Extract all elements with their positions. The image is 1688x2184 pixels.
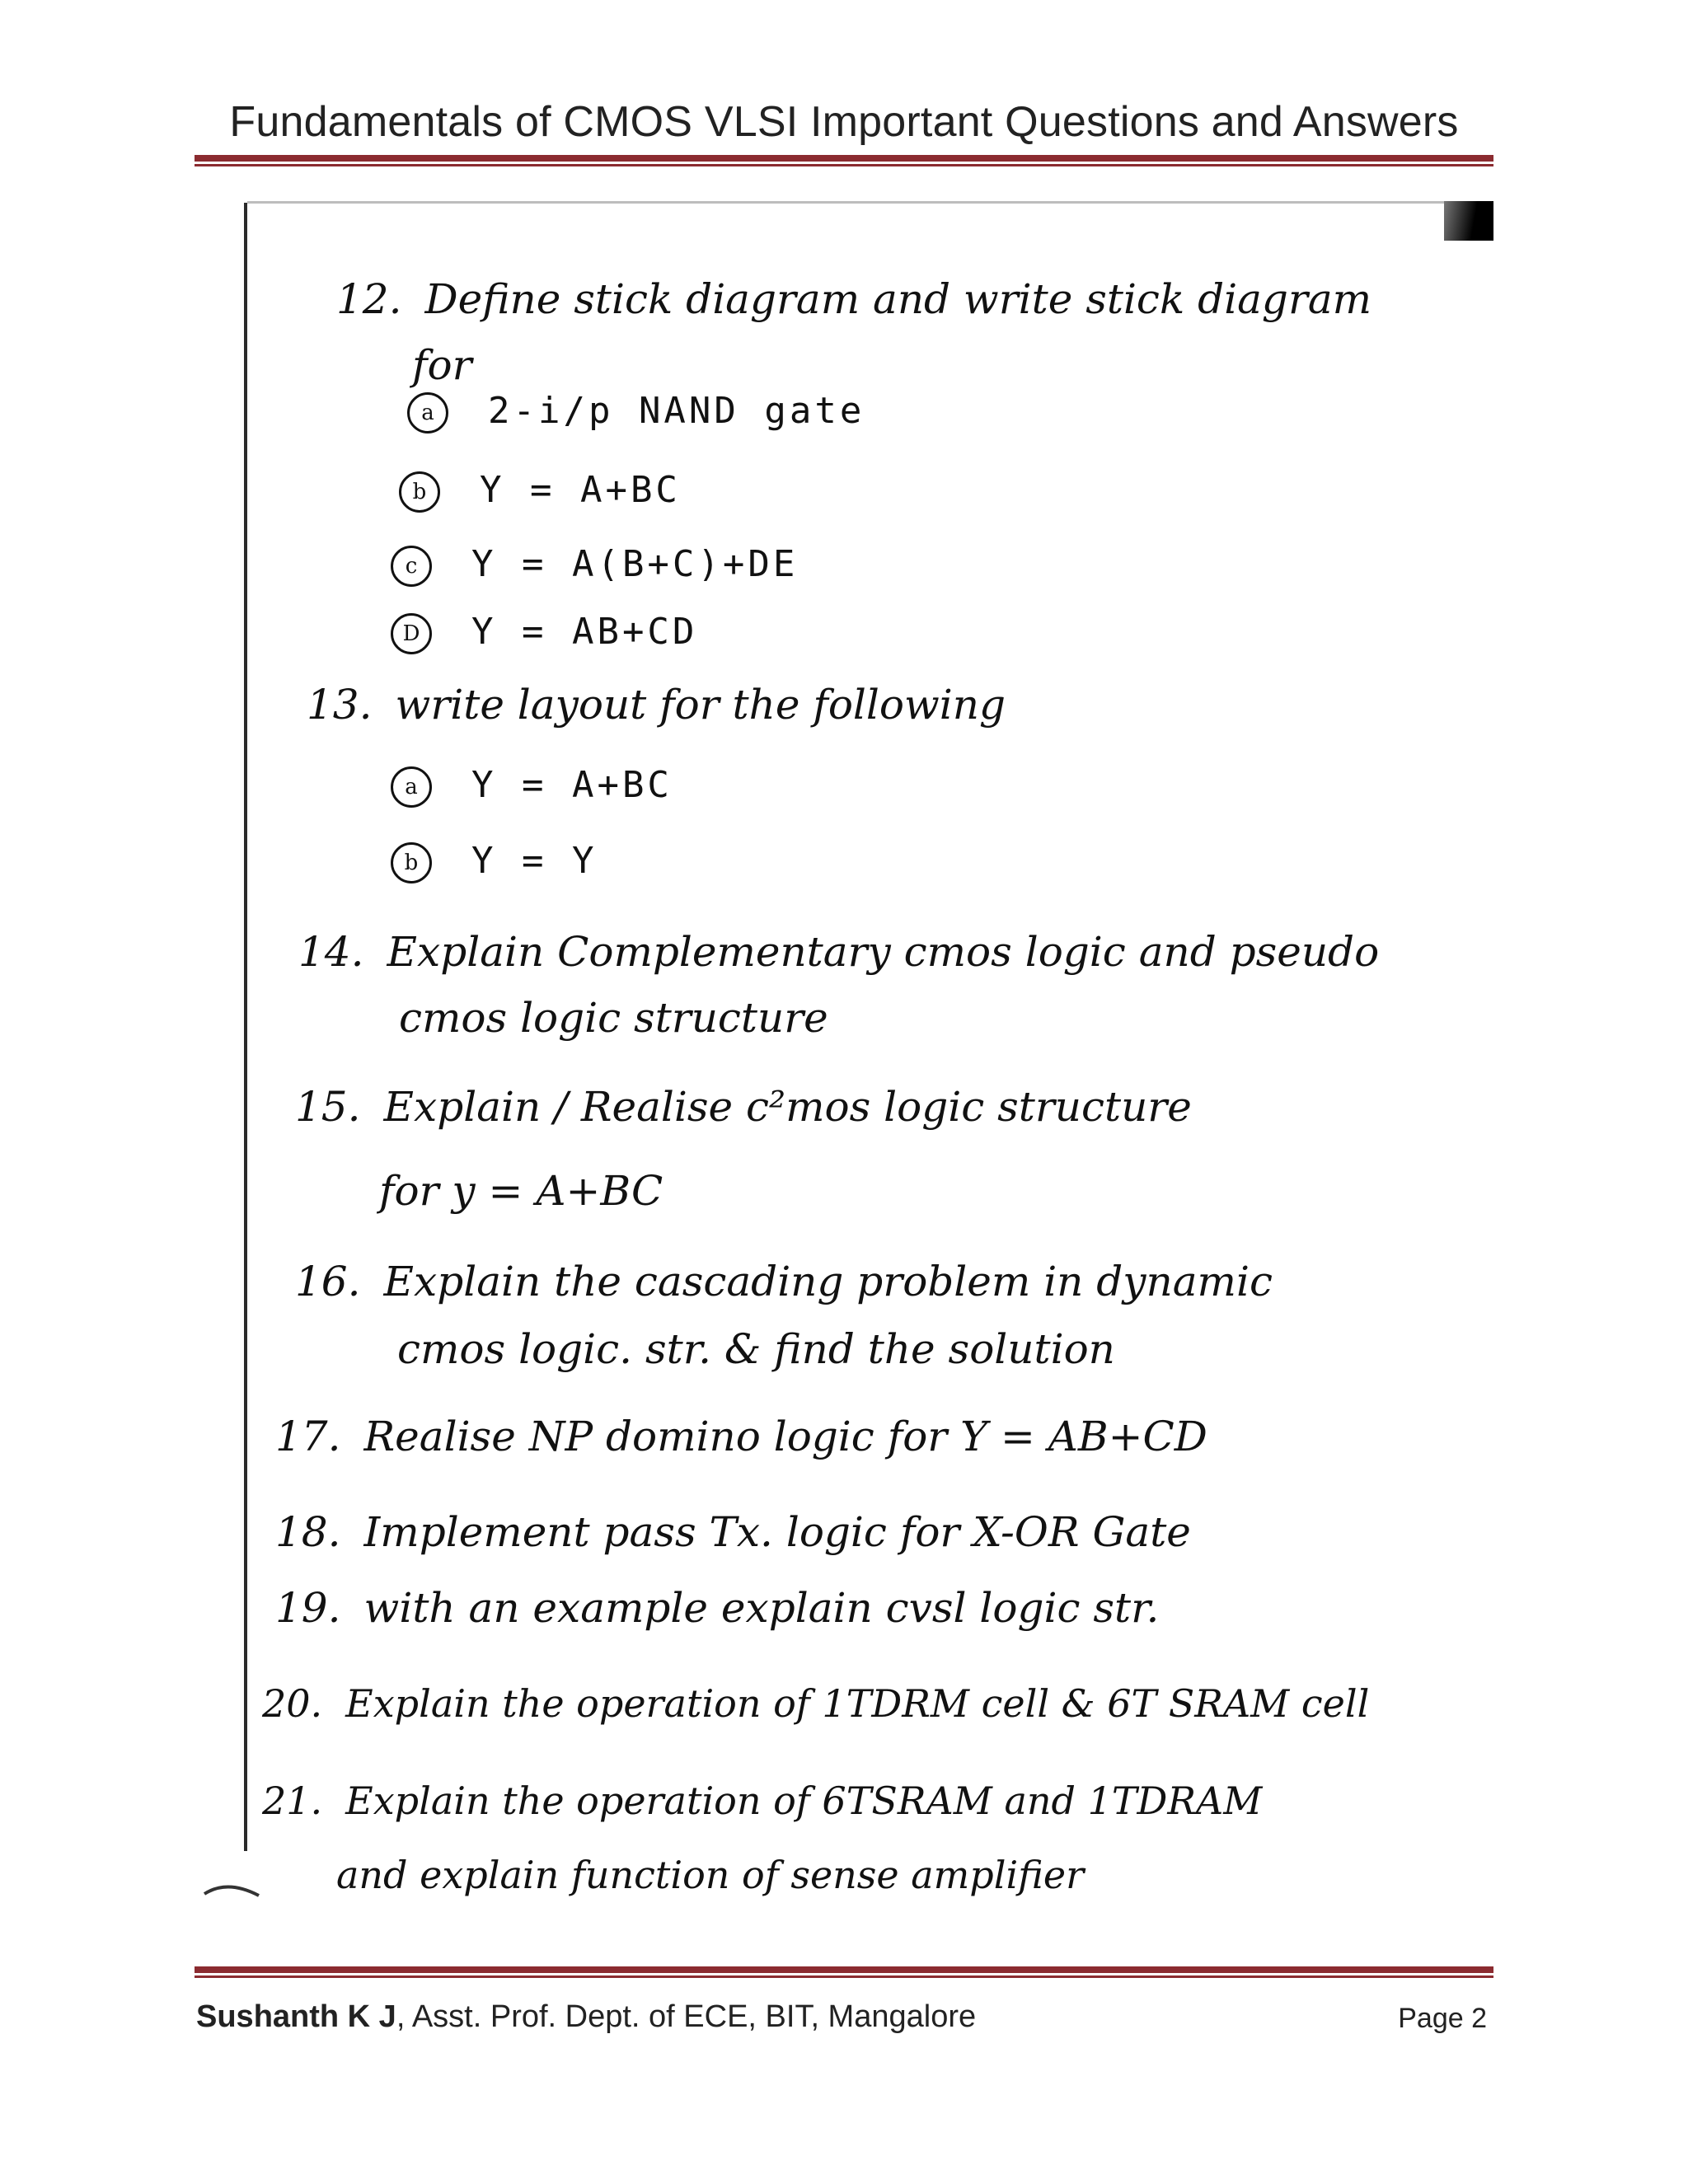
question-number: 20. <box>262 1681 323 1726</box>
question-12-part-d <box>391 612 697 654</box>
question-12 <box>336 275 1372 323</box>
author-affiliation: , Asst. Prof. Dept. of ECE, BIT, Mangalore <box>396 1999 977 2034</box>
question-number: 17. <box>275 1413 341 1460</box>
question-17 <box>275 1413 1207 1460</box>
question-text: Explain / Realise c²mos logic structure <box>383 1083 1192 1131</box>
question-text: Realise NP domino logic for Y = AB+CD <box>363 1413 1207 1460</box>
question-number: 19. <box>275 1584 341 1632</box>
part-text: Y = A+BC <box>471 764 673 806</box>
question-12-part-c <box>391 544 798 587</box>
question-16-continuation: cmos logic. str. & find the solution <box>397 1325 1115 1373</box>
question-number: 21. <box>262 1779 323 1823</box>
question-15 <box>295 1083 1192 1131</box>
question-14 <box>298 928 1380 976</box>
question-21-continuation: and explain function of sense amplifier <box>336 1853 1085 1897</box>
question-12-part-b <box>399 470 681 513</box>
footer-author <box>196 1999 976 2035</box>
question-13-part-a <box>391 765 673 808</box>
question-15-continuation: for y = A+BC <box>379 1167 663 1215</box>
part-text: Y = A+BC <box>480 469 681 511</box>
author-name: Sushanth K J <box>196 1999 396 2034</box>
question-number: 15. <box>295 1083 361 1131</box>
part-badge: a <box>407 392 448 434</box>
question-13-part-b <box>391 841 597 883</box>
part-text: Y = AB+CD <box>471 611 698 653</box>
part-badge: b <box>399 471 440 513</box>
page-number: Page 2 <box>1398 2003 1487 2034</box>
question-12-continuation: for <box>412 341 472 389</box>
question-number: 13. <box>307 681 373 729</box>
question-13 <box>307 681 1006 729</box>
part-badge: a <box>391 766 432 808</box>
question-text: Explain the operation of 6TSRAM and 1TDRAM <box>345 1779 1263 1823</box>
question-number: 18. <box>275 1508 341 1556</box>
part-text: Y = A(B+C)+DE <box>471 543 799 585</box>
question-20 <box>262 1681 1370 1726</box>
part-text: 2-i/p NAND gate <box>488 390 865 432</box>
question-19 <box>275 1584 1160 1632</box>
question-text: with an example explain cvsl logic str. <box>363 1584 1160 1632</box>
question-14-continuation: cmos logic structure <box>399 994 828 1042</box>
footer-rule <box>195 1966 1493 1973</box>
question-text: Explain the operation of 1TDRM cell & 6T SRAM cell <box>345 1681 1370 1726</box>
part-badge: c <box>391 546 432 587</box>
question-21 <box>262 1779 1263 1823</box>
question-number: 14. <box>298 928 364 976</box>
question-12-part-a <box>407 391 865 434</box>
question-text: Implement pass Tx. logic for X-OR Gate <box>363 1508 1191 1556</box>
question-16 <box>295 1258 1273 1305</box>
question-text: Define stick diagram and write stick diagram <box>424 275 1372 323</box>
question-number: 16. <box>295 1258 361 1305</box>
question-text: Explain the cascading problem in dynamic <box>383 1258 1273 1305</box>
question-text: Explain Complementary cmos logic and pseudo <box>387 928 1380 976</box>
question-number: 12. <box>336 275 402 323</box>
footer-rule-thin <box>195 1975 1493 1978</box>
question-text: write layout for the following <box>395 681 1006 729</box>
part-badge: b <box>391 842 432 883</box>
part-badge: D <box>391 613 432 654</box>
question-18 <box>275 1508 1191 1556</box>
part-text: Y = Y <box>471 840 598 882</box>
page-title: Fundamentals of CMOS VLSI Important Questions and Answers <box>229 98 1459 146</box>
